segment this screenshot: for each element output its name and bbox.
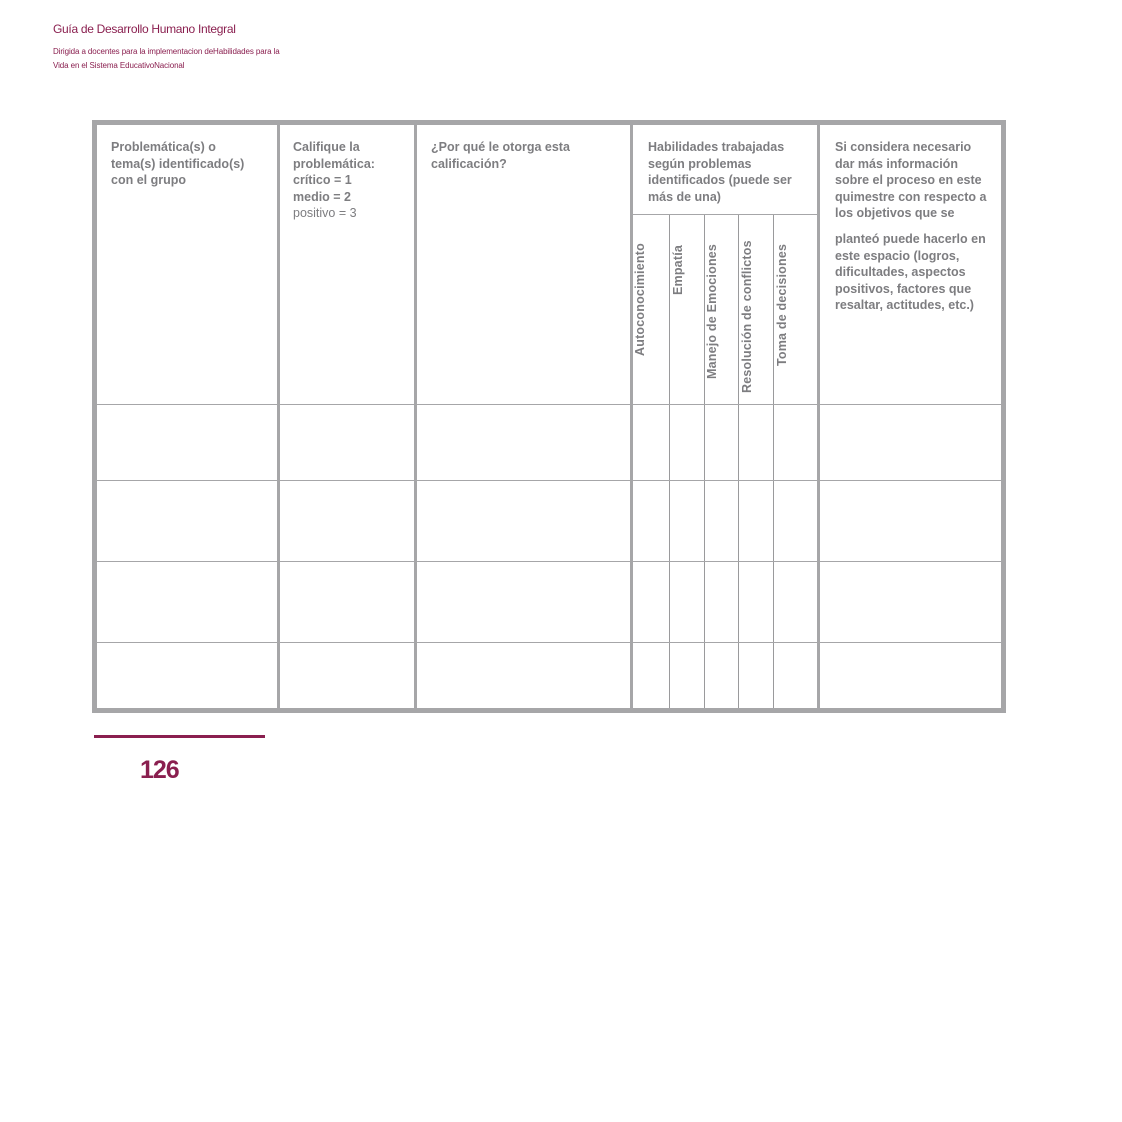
skill-column-divider — [773, 214, 774, 708]
header-info-part2: planteó puede hacerlo en este espacio (logros, dificultades, aspectos positivos, factores que resaltar, actitudes, etc.) — [835, 232, 986, 312]
califique-medio: medio = 2 — [293, 189, 352, 204]
skills-header-rule — [633, 214, 817, 215]
skill-label-manejo-emociones: Manejo de Emociones — [705, 243, 719, 379]
skill-label-autoconocimiento: Autoconocimiento — [633, 243, 647, 356]
column-divider — [630, 125, 633, 708]
column-divider — [277, 125, 280, 708]
footer-rule — [94, 735, 265, 738]
row-divider — [97, 561, 1001, 562]
header-habilidades: Habilidades trabajadas según problemas identificados (puede ser más de una) — [648, 140, 792, 204]
page-number: 126 — [140, 756, 179, 784]
skill-column-divider — [669, 214, 670, 708]
header-problematica: Problemática(s) o tema(s) identificado(s) con el grupo — [111, 140, 245, 187]
header-por-que: ¿Por qué le otorga esta calificación? — [431, 140, 570, 171]
running-header-subtitle-2: Vida en el Sistema EducativoNacional — [53, 61, 185, 70]
califique-critico: crítico = 1 — [293, 173, 352, 187]
column-divider — [414, 125, 417, 708]
column-divider — [817, 125, 820, 708]
running-header-title: Guía de Desarrollo Humano Integral — [53, 22, 236, 36]
row-divider — [97, 480, 1001, 481]
evaluation-table — [92, 120, 1006, 713]
skill-column-divider — [738, 214, 739, 708]
row-divider — [97, 404, 1001, 405]
header-info-part1: Si considera necesario dar más información sobre el proceso en este quimestre con respecto a los objetivos que se — [835, 140, 987, 220]
califique-title: Califique la problemática: — [293, 140, 375, 171]
skill-label-toma-decisiones: Toma de decisiones — [775, 243, 789, 366]
califique-positivo: positivo = 3 — [293, 206, 357, 220]
row-divider — [97, 642, 1001, 643]
running-header-subtitle-1: Dirigida a docentes para la implementacion deHabilidades para la — [53, 47, 280, 56]
skill-label-empatia: Empatía — [671, 244, 685, 295]
skill-label-resolucion-conflictos: Resolución de conflictos — [740, 240, 754, 393]
header-califique — [293, 139, 403, 222]
